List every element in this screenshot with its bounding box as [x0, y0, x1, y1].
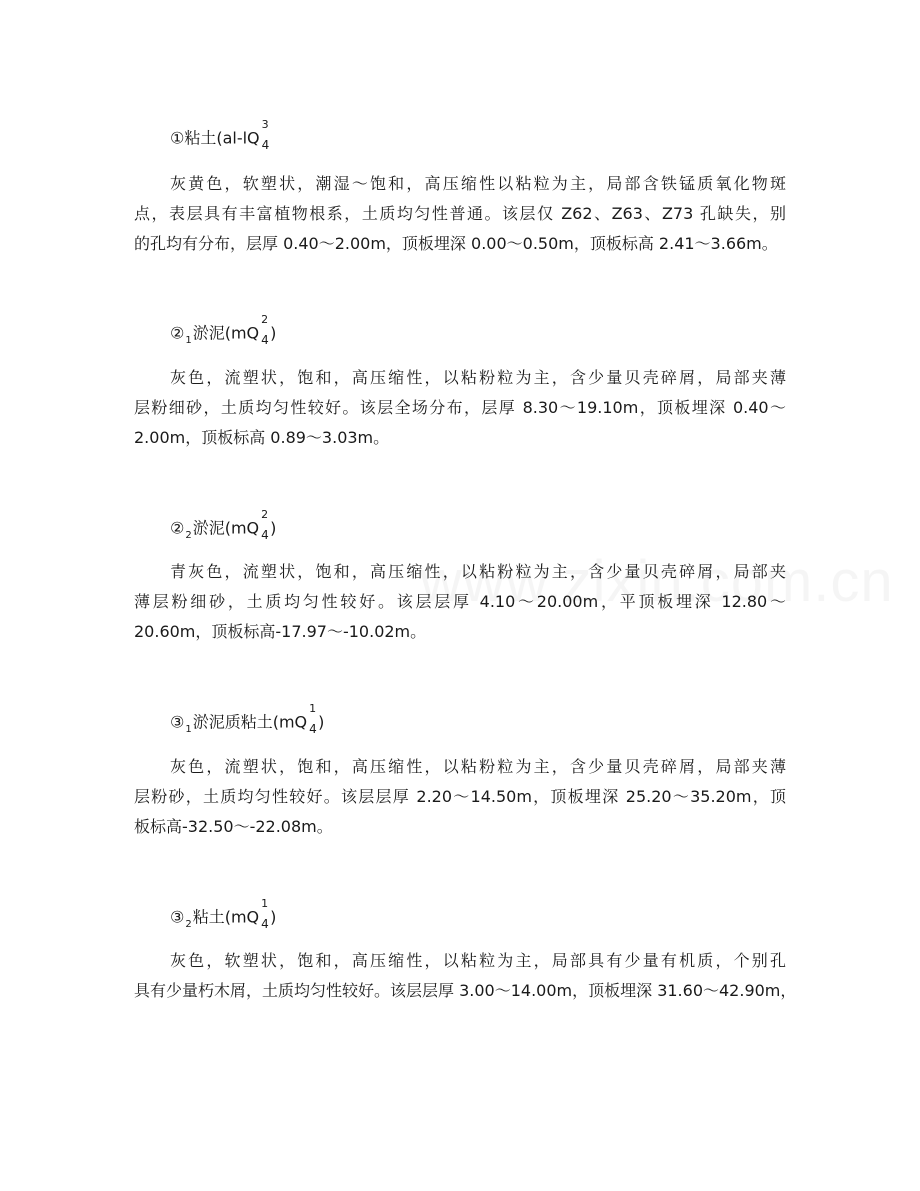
layer-heading-5: $③_2$粘土(mQ 1 4 ): [170, 901, 276, 935]
layer-heading-4: $③_1$淤泥质粘土(mQ 1 4 ): [170, 706, 324, 740]
layer-heading-3: $②_2$淤泥(mQ 2 4 ): [170, 512, 276, 546]
layer-heading-1: ①粘土(al-lQ 3 4: [170, 122, 271, 156]
layer-heading-2: $②_1$淤泥(mQ 2 4 ): [170, 317, 276, 351]
layer-description-2: 灰色，流塑状，饱和，高压缩性，以粘粉粒为主，含少量贝壳碎屑，局部夹薄 层粉细砂，土质均匀性较好。该层全场分布，层厚 8.30～19.10m，顶板埋深 0.40～ 2.00m，顶板标高 0.89～3.03m。: [134, 368, 786, 447]
formula-index: 1 4: [261, 897, 269, 931]
formula-index: 2 4: [261, 508, 269, 542]
layer-description-4: 灰色，流塑状，饱和，高压缩性，以粘粉粒为主，含少量贝壳碎屑，局部夹薄 层粉砂，土质均匀性较好。该层层厚 2.20～14.50m，顶板埋深 25.20～35.20m，顶 板标高-32.50～-22.08m。: [134, 757, 786, 836]
formula-index: 2 4: [261, 313, 269, 347]
formula-index: 1 4: [309, 702, 317, 736]
layer-description-3: 青灰色，流塑状，饱和，高压缩性，以粘粉粒为主，含少量贝壳碎屑，局部夹 薄层粉细砂，土质均匀性较好。该层层厚 4.10～20.00m，平顶板埋深 12.80～ 20.60m，顶板标高-17.97～-10.02m。: [134, 562, 786, 641]
layer-description-1: 灰黄色，软塑状，潮湿～饱和，高压缩性以粘粒为主，局部含铁锰质氧化物斑 点，表层具有丰富植物根系，土质均匀性普通。该层仅 Z62、Z63、Z73 孔缺失，别 的孔均有分布，层厚 0.40～2.00m，顶板埋深 0.00～0.50m，顶板标高 2.41～3.66m。: [134, 174, 786, 253]
formula-index: 3 4: [261, 118, 270, 152]
layer-description-5: 灰色，软塑状，饱和，高压缩性，以粘粒为主，局部具有少量有机质，个别孔 具有少量朽木屑，土质均匀性较好。该层层厚 3.00～14.00m，顶板埋深 31.60～42.90m，: [134, 951, 797, 1000]
